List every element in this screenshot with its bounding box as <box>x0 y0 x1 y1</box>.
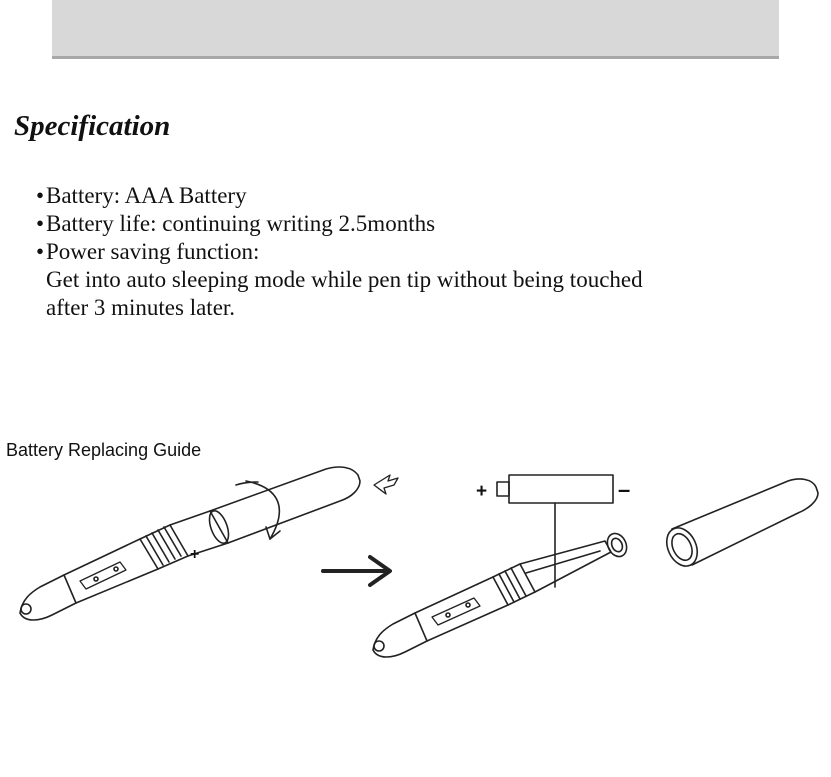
battery-illustration <box>476 475 630 587</box>
direction-arrow-icon <box>374 475 398 494</box>
battery-plus-label: + <box>476 481 488 502</box>
spec-list <box>36 182 643 322</box>
pen-opened-illustration <box>373 530 630 657</box>
battery-replacing-illustration <box>0 455 831 670</box>
bullet: • <box>36 183 45 208</box>
pen-cap-illustration <box>661 479 818 571</box>
pen-assembled-illustration <box>20 467 360 620</box>
bullet: • <box>36 239 45 264</box>
page-title: Specification <box>14 110 171 142</box>
power-saving-detail-line: Get into auto sleeping mode while pen tip without being touched <box>46 267 643 292</box>
spec-text: Power saving function: <box>46 239 260 264</box>
power-saving-detail-line: after 3 minutes later. <box>46 295 236 320</box>
spec-text: Battery: AAA Battery <box>46 183 247 208</box>
header-bar <box>52 0 779 59</box>
battery-minus-label: – <box>618 477 631 502</box>
battery-guide-title: Battery Replacing Guide <box>6 440 202 460</box>
spec-text: Battery life: continuing writing 2.5months <box>46 211 436 236</box>
bullet: • <box>36 211 45 236</box>
spec-item-battery <box>36 182 643 210</box>
spec-item-battery-life <box>36 210 643 238</box>
plus-label: + <box>190 546 200 563</box>
transition-arrow-icon <box>323 557 390 585</box>
spec-item-power-saving <box>36 238 643 266</box>
